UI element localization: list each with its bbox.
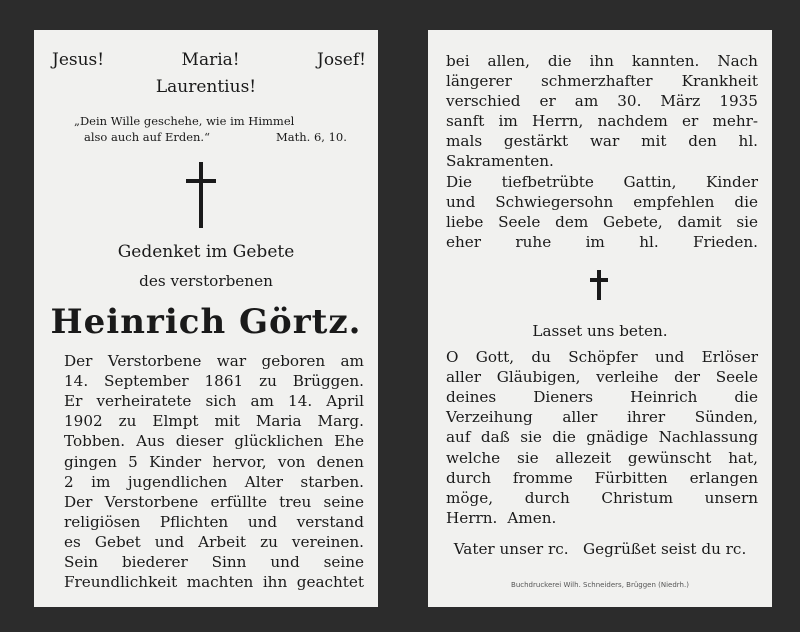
word: Aus	[136, 432, 165, 451]
bio-line	[446, 112, 758, 130]
word: religiösen	[64, 512, 141, 531]
word: Schwiegersohn	[495, 193, 614, 211]
word: ihn	[589, 52, 614, 70]
word: Kinder	[149, 452, 202, 471]
word: sie	[736, 213, 758, 231]
word: zu	[260, 532, 278, 551]
word: kannten.	[631, 52, 700, 70]
word: Brüggen.	[292, 372, 364, 391]
word: und	[154, 532, 185, 551]
word: sich	[205, 392, 237, 411]
word: hat,	[728, 448, 758, 467]
word: hervor,	[212, 452, 267, 471]
word: deines	[446, 388, 497, 407]
word: er	[682, 112, 699, 130]
bio-line	[64, 493, 364, 511]
prayer-line	[446, 449, 758, 467]
family-line	[446, 233, 758, 251]
bio-line	[446, 52, 758, 70]
word: ihn	[262, 573, 288, 592]
bio-line	[64, 412, 364, 430]
word: Fürbitten	[594, 468, 668, 487]
printer-imprint: Buchdruckerei Wilh. Schneiders, Brüggen (Niedrh.)	[511, 581, 689, 589]
word: Ehe	[334, 432, 364, 451]
word: verleihe	[596, 368, 659, 387]
word: am	[250, 392, 274, 411]
word: sie	[516, 448, 539, 467]
word: Marg.	[317, 412, 364, 431]
word: Christum	[601, 488, 673, 507]
family-line	[446, 213, 758, 231]
word: Gebet	[94, 532, 141, 551]
word: Sakramenten.	[446, 152, 554, 170]
name-jesus: Jesus!	[52, 50, 105, 70]
cross-icon	[186, 162, 216, 228]
word: und	[654, 348, 685, 366]
word: Verstorbene	[107, 352, 202, 370]
word: Nachlassung	[658, 428, 758, 447]
prayer-line	[446, 388, 758, 406]
word: Schöpfer	[568, 348, 638, 366]
word: gnädige	[586, 428, 649, 447]
word: mit	[641, 132, 667, 150]
bio-line	[64, 473, 364, 491]
word: Dieners	[533, 388, 594, 407]
word: Nach	[717, 52, 758, 70]
word: eher	[446, 233, 482, 251]
word: daß	[480, 428, 510, 447]
word: Sinn	[211, 553, 247, 571]
word: und	[446, 193, 476, 211]
word: längerer	[446, 72, 512, 90]
word: verschied	[446, 92, 521, 110]
left-page	[34, 30, 378, 607]
word: tiefbetrübte	[501, 173, 594, 191]
word: die	[552, 428, 576, 447]
word: Alter	[244, 472, 283, 491]
bio-line	[64, 533, 364, 551]
word: möge,	[446, 488, 494, 507]
saint-name: Laurentius!	[155, 77, 257, 97]
word: gingen	[64, 452, 117, 471]
word: erfüllte	[210, 492, 267, 511]
prayer-line	[446, 469, 758, 487]
word: Frieden.	[693, 233, 758, 251]
word: Tobben.	[64, 432, 126, 451]
word: aller	[562, 408, 598, 427]
word: du	[531, 348, 551, 366]
bio-line	[64, 372, 364, 390]
word: starben.	[300, 472, 364, 491]
word: ruhe	[515, 233, 552, 251]
word: die	[734, 193, 758, 211]
word: Gattin,	[623, 173, 677, 191]
word: 14.	[64, 372, 89, 391]
word: machten	[186, 573, 254, 592]
word: geachtet	[296, 573, 364, 592]
word: 1935	[719, 92, 758, 110]
word: 30.	[617, 92, 642, 110]
word: welche	[446, 448, 501, 467]
word: 2	[64, 472, 74, 491]
word: erlangen	[689, 468, 758, 487]
bio-line	[64, 432, 364, 450]
word: Verzeihung	[446, 408, 533, 427]
word: Seele	[498, 213, 541, 231]
word: treu	[279, 492, 312, 511]
word: sie	[520, 428, 542, 447]
word: geboren	[261, 352, 326, 370]
word: Erlöser	[701, 348, 758, 366]
word: mit	[214, 412, 240, 431]
word: seine	[323, 553, 364, 571]
word: allezeit	[555, 448, 612, 467]
word: dem	[555, 213, 589, 231]
remember-heading: Gedenket im Gebete	[117, 242, 295, 262]
bio-line	[64, 553, 364, 571]
word: der	[674, 368, 701, 387]
deceased-name: Heinrich Görtz.	[50, 302, 362, 342]
bio-line	[64, 392, 364, 410]
word: zu	[118, 412, 137, 431]
word: 14.	[288, 392, 313, 411]
word: verstand	[296, 512, 364, 531]
word: empfehlen	[633, 193, 715, 211]
word: denen	[316, 452, 364, 471]
word: am	[340, 352, 364, 370]
holy-names-row	[52, 50, 366, 70]
word: biederer	[121, 553, 188, 571]
quote-reference: Math. 6, 10.	[276, 130, 347, 144]
word: Heinrich	[630, 388, 698, 407]
word: Freundlichkeit	[64, 573, 178, 592]
quote-line-2: also auch auf Erden.“	[84, 130, 210, 144]
word: Gläubigen,	[496, 368, 581, 387]
word: glücklichen	[234, 432, 324, 451]
word: es	[64, 532, 81, 551]
word: Gebete,	[602, 213, 663, 231]
word: schmerzhafter	[540, 72, 653, 90]
word: April	[326, 392, 364, 411]
word: gewünscht	[627, 448, 712, 467]
word: war	[589, 132, 620, 150]
word: war	[216, 352, 247, 370]
of-the-deceased: des verstorbenen	[139, 272, 273, 290]
word: 1861	[204, 372, 244, 391]
bio-line	[64, 573, 364, 591]
word: 5	[128, 452, 138, 471]
word: auf	[446, 428, 471, 447]
word: Der	[64, 492, 93, 511]
prayer-line	[446, 348, 758, 366]
word: den	[688, 132, 717, 150]
prayer-line	[446, 368, 758, 386]
word: unsern	[704, 488, 758, 507]
word: Herrn,	[532, 112, 584, 130]
word: seine	[323, 492, 364, 511]
word: aller	[446, 368, 482, 387]
word: September	[104, 372, 189, 391]
word: Arbeit	[198, 532, 247, 551]
word: damit	[677, 213, 722, 231]
word: Maria	[255, 412, 302, 431]
bio-line	[446, 152, 554, 170]
word: Sein	[64, 553, 99, 571]
bio-line	[446, 92, 758, 110]
word: im	[91, 472, 111, 491]
cross-icon-small	[590, 270, 608, 300]
word: Amen.	[507, 508, 557, 527]
word: März	[660, 92, 701, 110]
quote-line-1: „Dein Wille geschehe, wie im Himmel	[74, 114, 295, 128]
word: durch	[446, 468, 492, 487]
word: Gott,	[475, 348, 515, 366]
prayer-line	[446, 489, 758, 507]
word: bei	[446, 52, 470, 70]
name-josef: Josef!	[317, 50, 366, 70]
word: hl.	[639, 233, 659, 251]
word: ihrer	[626, 408, 666, 427]
right-page	[428, 30, 772, 607]
word: Elmpt	[152, 412, 199, 431]
word: sanft	[446, 112, 485, 130]
bio-line	[64, 513, 364, 531]
bio-line	[446, 132, 758, 150]
word: nachdem	[597, 112, 668, 130]
prayer-heading: Lasset uns beten.	[532, 322, 668, 340]
family-line	[446, 173, 758, 191]
word: Seele	[715, 368, 758, 387]
family-line	[446, 193, 758, 211]
word: vereinen.	[291, 532, 364, 551]
closing-prayers: Vater unser rc. Gegrüßet seist du rc.	[453, 540, 747, 558]
word: fromme	[512, 468, 573, 487]
word: Verstorbene	[104, 492, 199, 511]
word: von	[277, 452, 306, 471]
word: mals	[446, 132, 483, 150]
bio-line	[64, 352, 364, 370]
prayer-line	[446, 509, 556, 527]
word: die	[547, 52, 572, 70]
word: jugendlichen	[127, 472, 228, 491]
word: dieser	[175, 432, 224, 451]
word: im	[498, 112, 518, 130]
word: Der	[64, 352, 93, 370]
word: hl.	[738, 132, 758, 150]
word: Sünden,	[694, 408, 758, 427]
prayer-line	[446, 408, 758, 426]
word: am	[574, 92, 599, 110]
word: Herrn.	[446, 508, 498, 527]
word: allen,	[487, 52, 530, 70]
word: liebe	[446, 213, 484, 231]
name-maria: Maria!	[181, 50, 240, 70]
word: O	[446, 348, 459, 366]
bio-line	[64, 453, 364, 471]
word: Die	[446, 173, 473, 191]
word: mehr-	[712, 112, 758, 130]
word: gestärkt	[503, 132, 569, 150]
word: Pflichten	[159, 512, 229, 531]
word: Er	[64, 392, 83, 411]
word: zu	[259, 372, 277, 391]
word: Krankheit	[681, 72, 758, 90]
word: verheiratete	[96, 392, 192, 411]
word: Kinder	[706, 173, 758, 191]
word: durch	[524, 488, 570, 507]
word: und	[247, 512, 278, 531]
word: die	[734, 388, 758, 407]
word: er	[539, 92, 556, 110]
word: im	[585, 233, 605, 251]
prayer-line	[446, 428, 758, 446]
bio-line	[446, 72, 758, 90]
word: 1902	[64, 412, 103, 431]
word: und	[270, 553, 300, 571]
